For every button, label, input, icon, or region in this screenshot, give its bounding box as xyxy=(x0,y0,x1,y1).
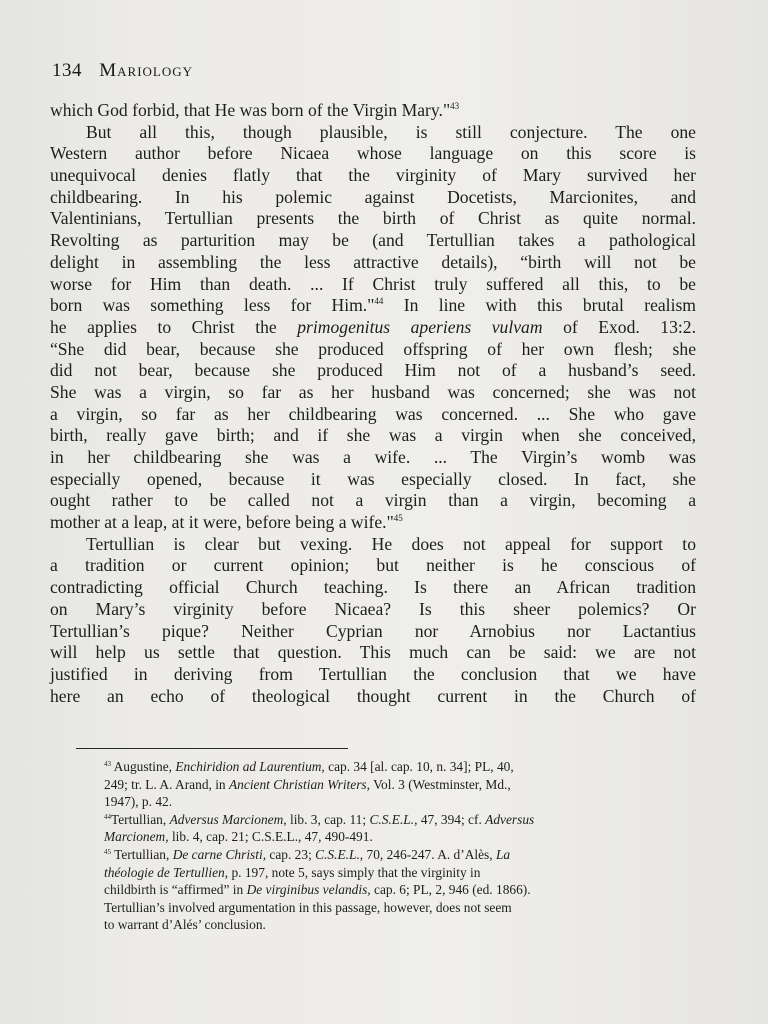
footnote-line: théologie de Tertullien, p. 197, note 5, says simply that the virginity in xyxy=(104,864,481,880)
latin-phrase: primogenitus aperiens vulvam xyxy=(297,316,543,337)
text-line: Tertullian’s pique? Neither Cyprian nor Arnobius nor Lactantius xyxy=(50,620,696,641)
body-text xyxy=(50,100,696,707)
text-line: childbearing. In his polemic against Docetists, Marcionites, and xyxy=(50,186,696,207)
footnote-ref: 43 xyxy=(450,101,460,111)
footnote-line: 249; tr. L. A. Arand, in Ancient Christian Writers, Vol. 3 (Westminster, Md., xyxy=(104,776,511,792)
footnote-ref: 44 xyxy=(374,296,384,307)
footnote-marker: 44 xyxy=(104,812,111,821)
footnotes xyxy=(104,758,684,934)
footnote-line: to warrant d’Alés’ conclusion. xyxy=(104,917,266,933)
text-line: on Mary’s virginity before Nicaea? Is this sheer polemics? Or xyxy=(50,598,696,619)
running-header xyxy=(52,60,193,82)
text-line: Valentinians, Tertullian presents the birth of Christ as quite normal. xyxy=(50,208,696,229)
text-line: “She did bear, because she produced offspring of her own flesh; she xyxy=(50,338,696,359)
text-line: born was something less for Him."$^{44}$ In line with this brutal realism xyxy=(50,295,696,316)
text-line: birth, really gave birth; and if she was a virgin when she conceived, xyxy=(50,425,696,446)
text-line: unequivocal denies flatly that the virginity of Mary survived her xyxy=(50,165,696,186)
running-title: Mariology xyxy=(99,60,194,81)
footnote-line: 1947), p. 42. xyxy=(104,794,173,810)
text-line: a virgin, so far as her childbearing was concerned. ... She who gave xyxy=(50,403,696,424)
footnote-ref: 45 xyxy=(393,513,403,524)
page-number: 134 xyxy=(52,60,82,81)
text-line: did not bear, because she produced Him not of a husband’s seed. xyxy=(50,360,696,381)
text-line: contradicting official Church teaching. Is there an African tradition xyxy=(50,577,696,598)
text-line: here an echo of theological thought current in the Church of xyxy=(50,685,696,706)
text-line: delight in assembling the less attractive details), “birth will not be xyxy=(50,251,696,272)
text-line: justified in deriving from Tertullian the conclusion that we have xyxy=(50,663,696,684)
text-line: She was a virgin, so far as her husband was concerned; she was not xyxy=(50,381,696,402)
text-line: But all this, though plausible, is still conjecture. The one xyxy=(86,121,696,142)
text-line: which God forbid, that He was born of the Virgin Mary."$^{43}$ xyxy=(50,100,460,120)
text-line: in her childbearing she was a wife. ... The Virgin’s womb was xyxy=(50,447,696,467)
text-line: will help us settle that question. This much can be said: we are not xyxy=(50,642,696,663)
text-line: ought rather to be called not a virgin than a virgin, becoming a xyxy=(50,490,696,511)
text-line: Revolting as parturition may be (and Tertullian takes a pathological xyxy=(50,230,696,251)
text-line: Western author before Nicaea whose language on this score is xyxy=(50,143,696,164)
text-line: especially opened, because it was especially closed. In fact, she xyxy=(50,468,696,489)
footnote-divider xyxy=(76,748,348,749)
footnote-44: $^{44}$Tertullian, Adversus Marcionem, lib. 3, cap. 11; C.S.E.L., 47, 394; cf. Adversus xyxy=(104,811,535,827)
footnote-marker: 45 xyxy=(104,847,111,856)
text-line: a tradition or current opinion; but neither is he conscious of xyxy=(50,555,696,576)
footnote-line: Tertullian’s involved argumentation in this passage, however, does not seem xyxy=(104,899,512,915)
footnote-line: childbirth is “affirmed” in De virginibus velandis, cap. 6; PL, 2, 946 (ed. 1866). xyxy=(104,882,531,898)
text-line: worse for Him than death. ... If Christ truly suffered all this, to be xyxy=(50,273,696,294)
footnote-45: $^{45}$ Tertullian, De carne Christi, cap. 23; C.S.E.L., 70, 246-247. A. d’Alès, La xyxy=(104,846,511,862)
text-line: Tertullian is clear but vexing. He does not appeal for support to xyxy=(86,533,696,554)
footnote-marker: 43 xyxy=(104,760,111,768)
text-line: mother at a leap, at it were, before being a wife."$^{45}$ xyxy=(50,512,403,533)
footnote-43: $^{43}$ Augustine, Enchiridion ad Laurentium, cap. 34 [al. cap. 10, n. 34]; PL, 40, xyxy=(104,759,514,774)
text-line: he applies to Christ the primogenitus aperiens vulvam of Exod. 13:2. xyxy=(50,316,696,337)
footnote-line: Marcionem, lib. 4, cap. 21; C.S.E.L., 47, 490-491. xyxy=(104,829,373,845)
